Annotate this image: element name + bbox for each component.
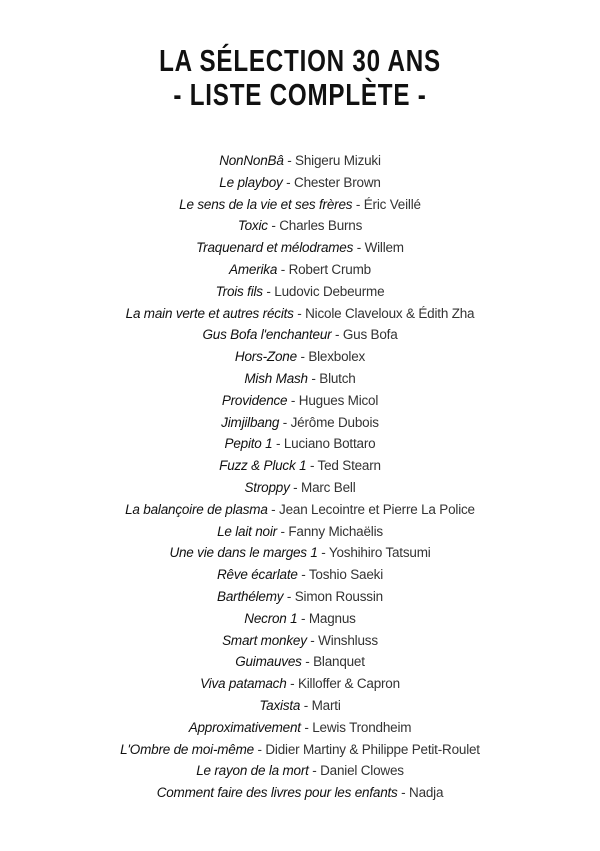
list-item (0, 717, 600, 739)
list-item (0, 346, 600, 368)
book-author: Chester Brown (294, 174, 381, 190)
book-title: Une vie dans le marges 1 (169, 545, 318, 561)
separator: - (317, 545, 329, 561)
list-item (0, 630, 600, 652)
list-item (0, 303, 600, 325)
book-author: Charles Burns (279, 218, 363, 234)
book-title: Traquenard et mélodrames (196, 240, 354, 256)
book-list (0, 150, 600, 804)
separator: - (300, 719, 313, 735)
book-title: Le rayon de la mort (196, 763, 309, 779)
book-title: Taxista (259, 697, 301, 713)
list-item (0, 782, 600, 804)
book-author: Daniel Clowes (320, 763, 404, 779)
book-author: Marc Bell (301, 479, 356, 495)
separator: - (307, 370, 320, 386)
list-item (0, 542, 600, 564)
book-title: Necron 1 (244, 610, 298, 626)
separator: - (308, 763, 321, 779)
list-item (0, 150, 600, 172)
book-author: Blexbolex (308, 349, 366, 365)
book-title: Viva patamach (200, 676, 287, 692)
book-title: Comment faire des livres pour les enfants (156, 785, 398, 801)
separator: - (283, 153, 296, 168)
separator: - (267, 218, 280, 234)
book-title: Fuzz & Pluck 1 (219, 458, 307, 474)
heading-line-1: LA SÉLECTION 30 ANS (159, 43, 441, 78)
list-item (0, 237, 600, 259)
separator: - (353, 240, 365, 256)
book-author: Éric Veillé (363, 196, 421, 212)
list-item (0, 760, 600, 782)
book-author: Toshio Saeki (308, 567, 383, 583)
separator: - (276, 523, 289, 539)
separator: - (297, 610, 309, 626)
book-author: Willem (364, 240, 404, 256)
list-item (0, 324, 600, 346)
separator: - (306, 458, 318, 474)
book-author: Nadja (409, 785, 444, 801)
book-author: Killoffer & Capron (297, 676, 400, 692)
book-title: Le playboy (219, 174, 283, 190)
book-title: Providence (221, 392, 288, 408)
separator: - (267, 501, 280, 517)
book-title: Pepito 1 (224, 436, 273, 452)
book-author: Hugues Micol (298, 392, 379, 408)
separator: - (286, 676, 298, 692)
book-title: Jimjilbang (221, 414, 280, 430)
separator: - (282, 174, 295, 190)
list-item (0, 412, 600, 434)
book-author: Blanquet (313, 654, 365, 670)
separator: - (262, 283, 275, 299)
list-item (0, 499, 600, 521)
heading-line-2: - LISTE COMPLÈTE - (173, 77, 427, 112)
book-author: Shigeru Mizuki (295, 153, 381, 168)
list-item (0, 651, 600, 673)
separator: - (301, 654, 314, 670)
book-title: Toxic (237, 218, 268, 234)
book-author: Simon Roussin (294, 588, 383, 604)
book-title: Hors-Zone (234, 349, 297, 365)
book-title: Gus Bofa l'enchanteur (202, 327, 332, 343)
book-author: Jérôme Dubois (290, 414, 379, 430)
book-title: Smart monkey (222, 632, 307, 648)
book-author: Jean Lecointre et Pierre La Police (279, 501, 475, 517)
book-author: Robert Crumb (288, 261, 371, 277)
list-item (0, 608, 600, 630)
list-item (0, 564, 600, 586)
separator: - (283, 588, 295, 604)
list-item (0, 673, 600, 695)
book-author: Winshluss (318, 632, 378, 648)
book-author: Ted Stearn (317, 458, 381, 474)
list-item (0, 390, 600, 412)
book-title: Rêve écarlate (216, 567, 298, 583)
book-title: NonNonBâ (219, 153, 284, 168)
list-item (0, 695, 600, 717)
separator: - (296, 349, 309, 365)
separator: - (272, 436, 284, 452)
list-item (0, 739, 600, 761)
book-title: Stroppy (244, 479, 290, 495)
book-author: Marti (311, 697, 341, 713)
list-item (0, 477, 600, 499)
separator: - (300, 697, 312, 713)
book-title: Mish Mash (244, 370, 308, 386)
list-item (0, 433, 600, 455)
list-item (0, 259, 600, 281)
list-item (0, 172, 600, 194)
separator: - (306, 632, 319, 648)
book-title: Barthélemy (217, 588, 284, 604)
separator: - (297, 567, 309, 583)
separator: - (253, 741, 266, 757)
separator: - (279, 414, 291, 430)
book-author: Gus Bofa (342, 327, 398, 343)
separator: - (293, 305, 306, 321)
book-author: Didier Martiny & Philippe Petit-Roulet (265, 741, 480, 757)
list-item (0, 194, 600, 216)
book-author: Lewis Trondheim (312, 719, 412, 735)
book-author: Yoshihiro Tatsumi (328, 545, 431, 561)
book-title: La balançoire de plasma (125, 501, 268, 517)
page-heading (66, 44, 534, 112)
book-author: Fanny Michaëlis (288, 523, 383, 539)
book-author: Nicole Claveloux & Édith Zha (305, 305, 475, 321)
separator: - (277, 261, 289, 277)
book-title: Le sens de la vie et ses frères (179, 196, 353, 212)
book-title: Amerika (229, 261, 278, 277)
book-title: La main verte et autres récits (125, 305, 294, 321)
list-item (0, 455, 600, 477)
book-author: Ludovic Debeurme (274, 283, 385, 299)
book-title: Le lait noir (217, 523, 277, 539)
book-author: Magnus (308, 610, 356, 626)
separator: - (352, 196, 364, 212)
list-item (0, 281, 600, 303)
separator: - (331, 327, 343, 343)
book-title: Approximativement (188, 719, 301, 735)
list-item (0, 521, 600, 543)
list-item (0, 586, 600, 608)
separator: - (289, 479, 302, 495)
book-author: Blutch (319, 370, 356, 386)
separator: - (397, 785, 410, 801)
book-title: Guimauves (235, 654, 302, 670)
book-author: Luciano Bottaro (283, 436, 376, 452)
list-item (0, 368, 600, 390)
book-title: L'Ombre de moi-même (120, 741, 254, 757)
book-title: Trois fils (215, 283, 263, 299)
list-item (0, 215, 600, 237)
separator: - (287, 392, 299, 408)
